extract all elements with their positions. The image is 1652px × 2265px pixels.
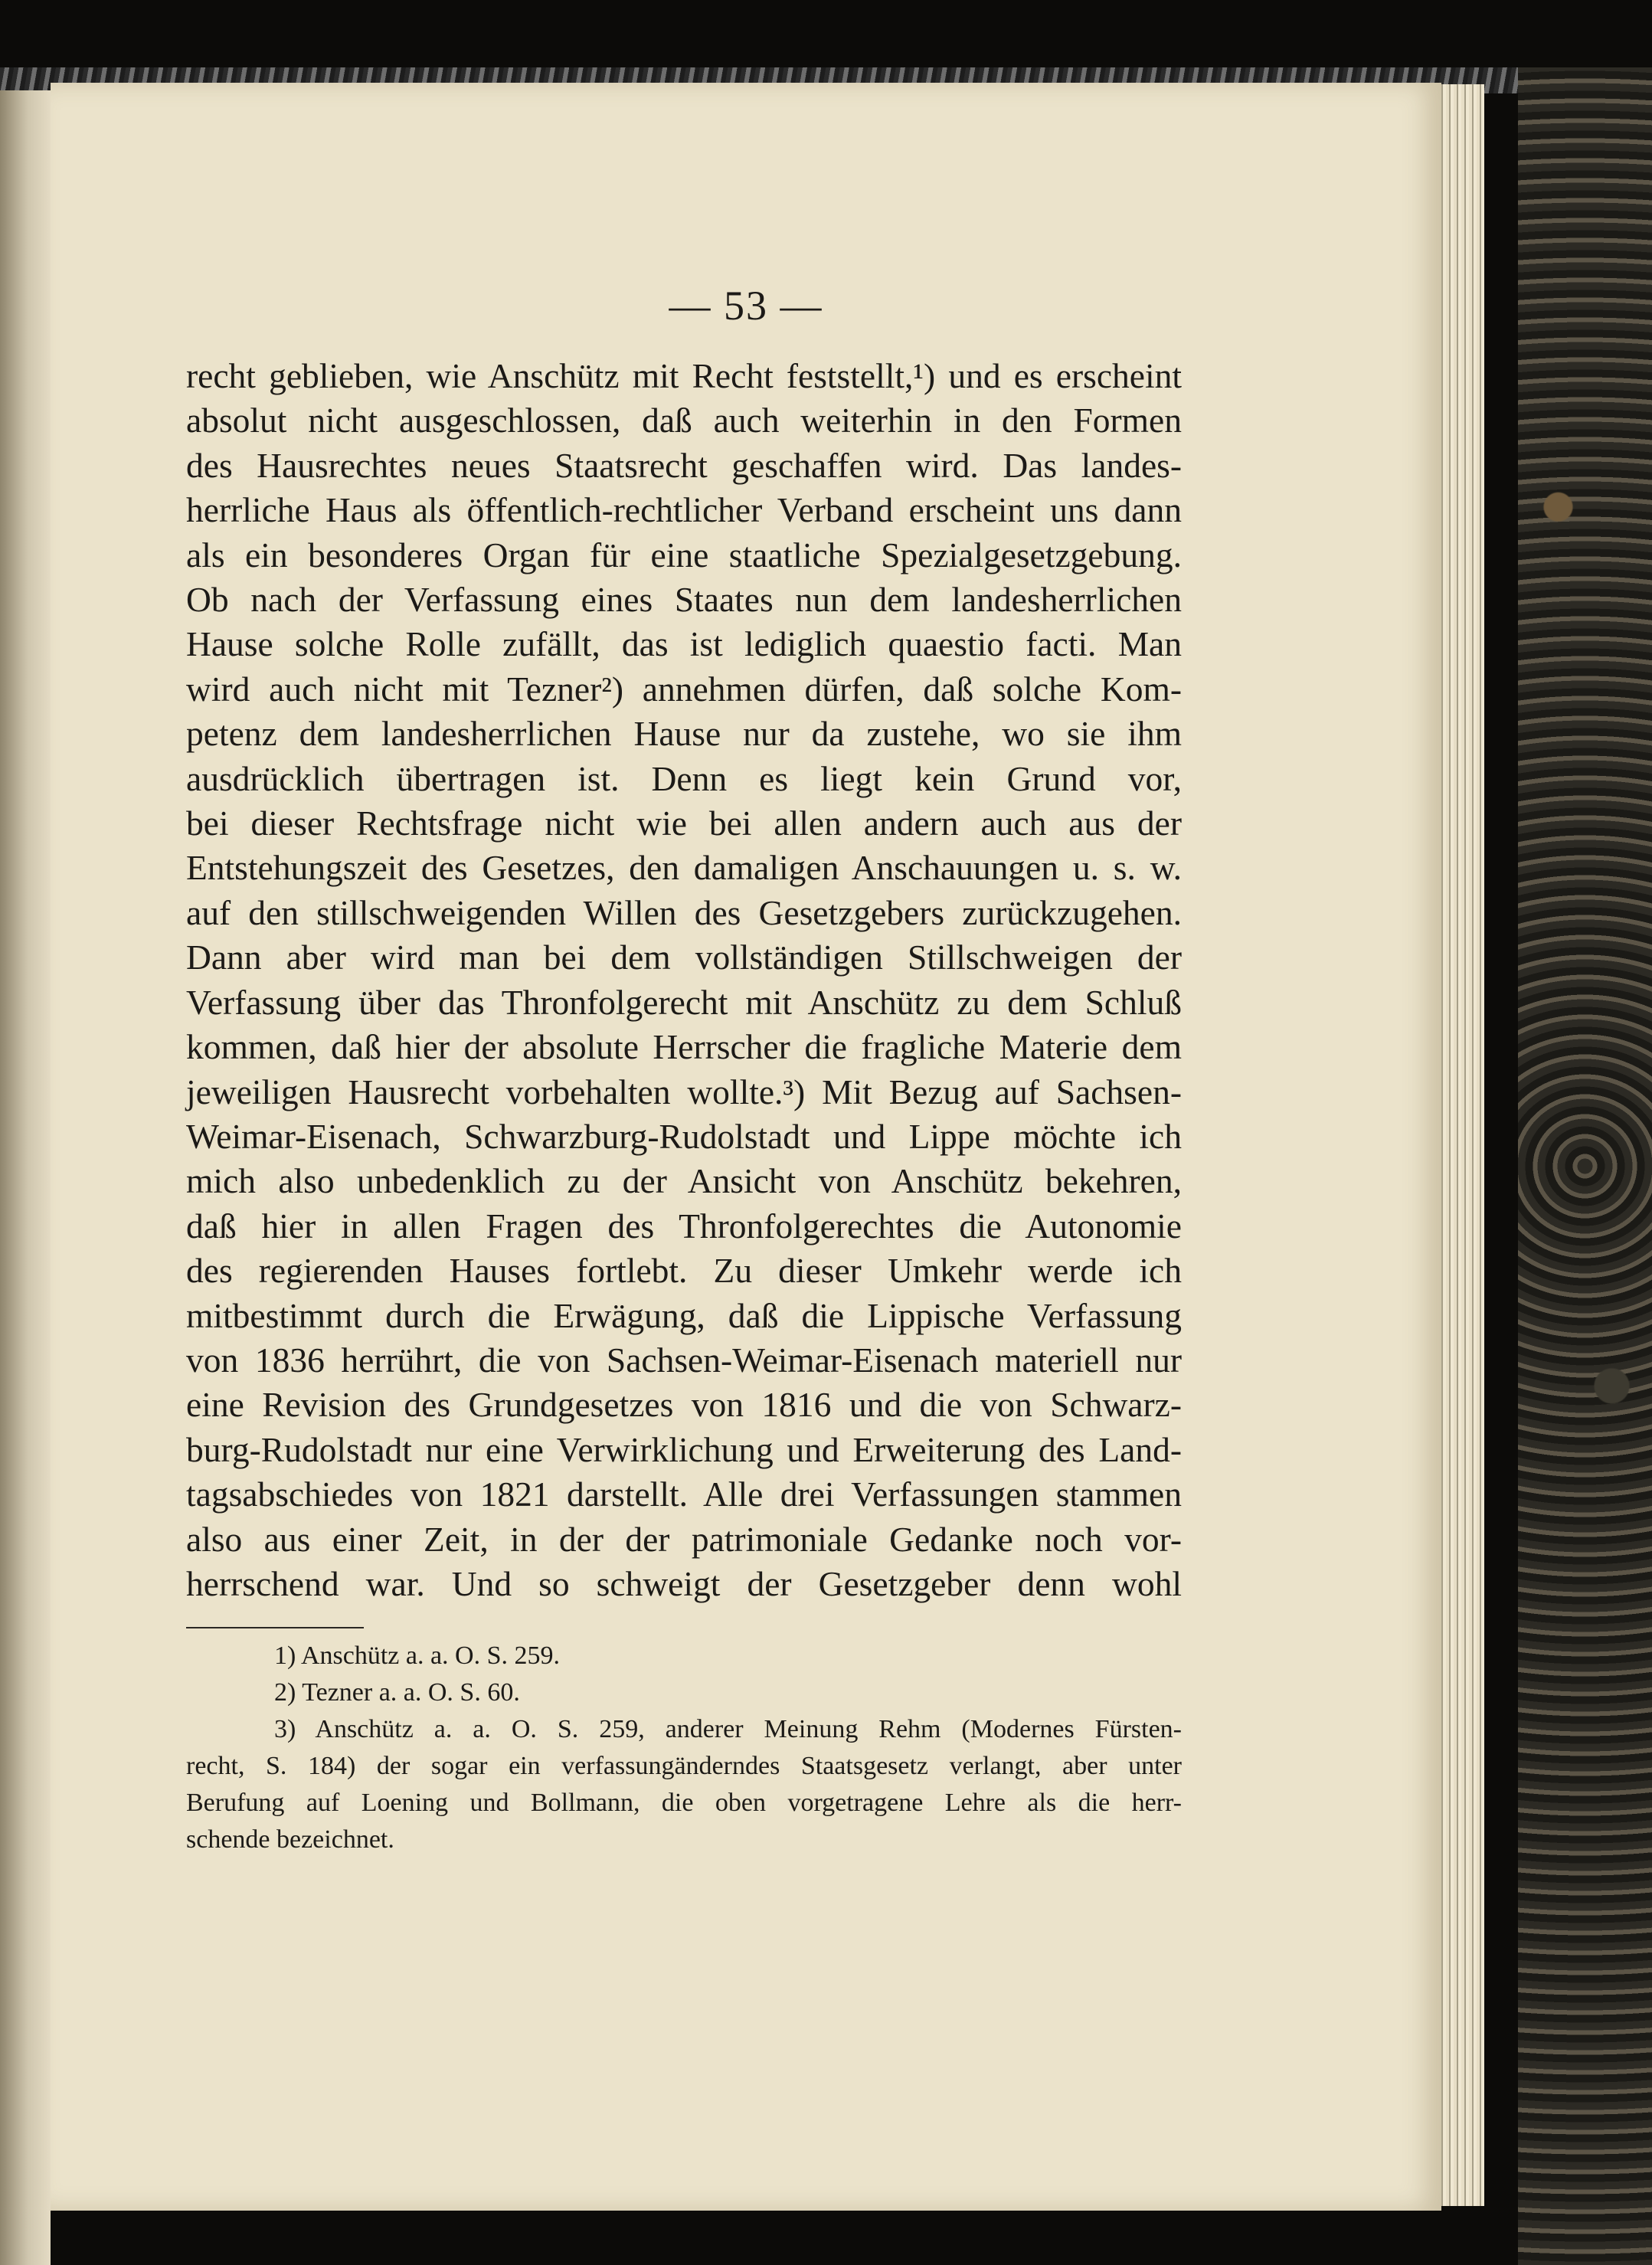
body-line: burg-Rudolstadt nur eine Verwirklichung und Erweiterung des Land- — [186, 1429, 1182, 1469]
body-line: des regierenden Hauses fortlebt. Zu dieser Umkehr werde ich — [186, 1251, 1182, 1291]
body-line: Verfassung über das Thronfolgerecht mit Anschütz zu dem Schluß — [186, 982, 1182, 1022]
body-line: herrliche Haus als öffentlich-rechtlicher Verband erscheint uns dann — [186, 490, 1182, 530]
body-line: als ein besonderes Organ für eine staatliche Spezialgesetzgebung. — [186, 535, 1182, 574]
body-line: Ob nach der Verfassung eines Staates nun dem landesherrlichen — [186, 580, 1182, 620]
body-line: von 1836 herrührt, die von Sachsen-Weimar-Eisenach materiell nur — [186, 1340, 1182, 1380]
body-line: eine Revision des Grundgesetzes von 1816 und die von Schwarz- — [186, 1385, 1182, 1425]
body-line: Weimar-Eisenach, Schwarzburg-Rudolstadt und Lippe möchte ich — [186, 1116, 1182, 1156]
body-line: mitbestimmt durch die Erwägung, daß die Lippische Verfassung — [186, 1295, 1182, 1335]
body-line: kommen, daß hier der absolute Herrscher die fragliche Materie dem — [186, 1027, 1182, 1067]
footnote-line: schende bezeichnet. — [186, 1825, 394, 1854]
body-line: recht geblieben, wie Anschütz mit Recht feststellt,¹) und es erscheint — [186, 356, 1182, 395]
left-page-edge — [0, 90, 51, 2265]
body-line: des Hausrechtes neues Staatsrecht geschaffen wird. Das landes- — [186, 445, 1182, 485]
page-number: — 53 — — [669, 283, 823, 329]
body-line: wird auch nicht mit Tezner²) annehmen dürfen, daß solche Kom- — [186, 669, 1182, 709]
body-line: herrschend war. Und so schweigt der Gesetzgeber denn wohl — [186, 1563, 1182, 1603]
body-line: also aus einer Zeit, in der der patrimoniale Gedanke noch vor- — [186, 1519, 1182, 1559]
footnotes — [186, 1638, 1182, 1858]
footnote-line: 3) Anschütz a. a. O. S. 259, anderer Meinung Rehm (Modernes Fürsten- — [274, 1715, 1182, 1743]
body-line: tagsabschiedes von 1821 darstellt. Alle drei Verfassungen stammen — [186, 1475, 1182, 1514]
footnote-line: recht, S. 184) der sogar ein verfassungänderndes Staatsgesetz verlangt, aber unter — [186, 1752, 1182, 1780]
footnote-line: 1) Anschütz a. a. O. S. 259. — [274, 1641, 561, 1670]
body-line: Dann aber wird man bei dem vollständigen Stillschweigen der — [186, 938, 1182, 977]
footnote-line: 2) Tezner a. a. O. S. 60. — [274, 1678, 520, 1707]
body-line: daß hier in allen Fragen des Thronfolgerechtes die Autonomie — [186, 1206, 1182, 1245]
body-line: mich also unbedenklich zu der Ansicht von Anschütz bekehren, — [186, 1161, 1182, 1201]
body-text — [186, 354, 1182, 1606]
marbled-cover — [1518, 67, 1652, 2265]
footnote-line: Berufung auf Loening und Bollmann, die oben vorgetragene Lehre als die herr- — [186, 1789, 1182, 1817]
body-line: Hause solche Rolle zufällt, das ist lediglich quaestio facti. Man — [186, 624, 1182, 664]
body-line: Entstehungszeit des Gesetzes, den damaligen Anschauungen u. s. w. — [186, 848, 1182, 888]
body-line: petenz dem landesherrlichen Hause nur da zustehe, wo sie ihm — [186, 714, 1182, 754]
body-line: ausdrücklich übertragen ist. Denn es liegt kein Grund vor, — [186, 758, 1182, 798]
footnote-rule — [186, 1627, 364, 1628]
body-line: absolut nicht ausgeschlossen, daß auch weiterhin in den Formen — [186, 401, 1182, 440]
body-line: bei dieser Rechtsfrage nicht wie bei allen andern auch aus der — [186, 804, 1182, 843]
body-line: auf den stillschweigenden Willen des Gesetzgebers zurückzugehen. — [186, 892, 1182, 932]
body-line: jeweiligen Hausrecht vorbehalten wollte.³) Mit Bezug auf Sachsen- — [186, 1072, 1182, 1111]
